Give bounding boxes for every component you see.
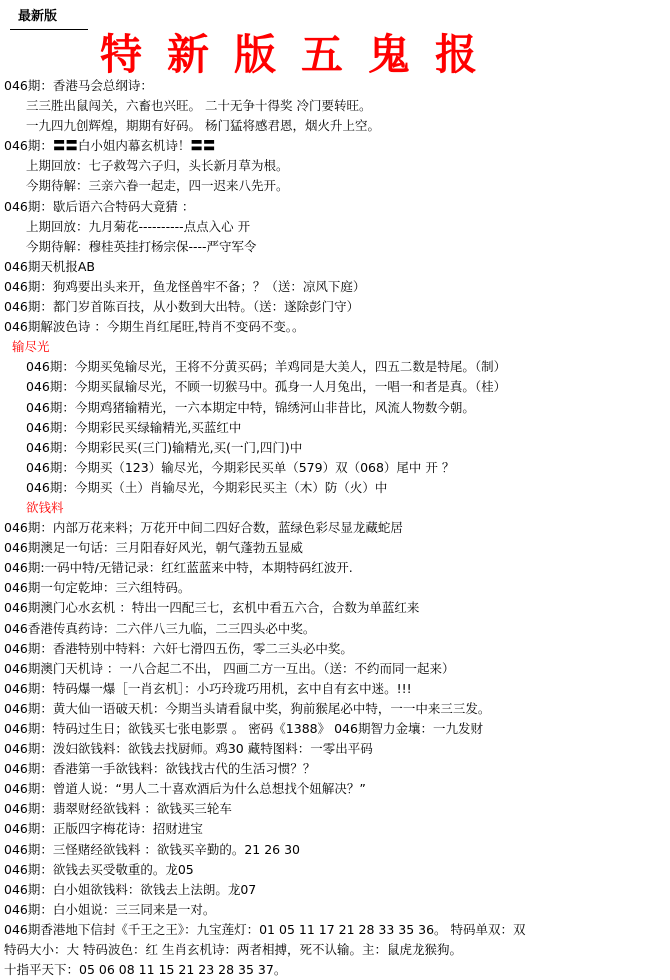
text-line: 046期：香港马会总纲诗： bbox=[4, 78, 153, 93]
text-line: 今期待解：三亲六眷一起走，四一迟来八先开。 bbox=[26, 178, 289, 194]
text-line: 上期回放：七子救驾六子归，头长新月草为根。 bbox=[26, 158, 289, 174]
text-line: 046期：狗鸡要出头来开，鱼龙怪兽牢不备；？（送：凉风下庭） bbox=[4, 278, 366, 294]
text-line: 046期：白小姐欲钱料：欲钱去上法朗。龙07 bbox=[4, 881, 257, 897]
text-line: 046期:一码中特/无错记录：红红蓝蓝来中特，本期特码红波开. bbox=[4, 560, 353, 576]
text-line: 046期：三怪赌经欲钱料 ：欲钱买辛勤的。21 26 30 bbox=[4, 841, 300, 857]
page-title: 特新版五鬼报 bbox=[100, 30, 503, 79]
text-line: 046期香港地下信封《千王之王》：九宝莲灯：01 05 11 17 21 28 33 35 36。 特码单双：双 bbox=[4, 921, 526, 937]
text-line: 046期：今期鸡猪输精光，一六本期定中特，锦绣河山非昔比，风流人物数今朝。 bbox=[26, 399, 475, 415]
text-line: 046期一句定乾坤：三六组特码。 bbox=[4, 580, 191, 596]
text-line: 046期：欲钱去买受敬重的。龙05 bbox=[4, 861, 194, 877]
text-line: 046期：〓〓白小姐内幕玄机诗！〓〓 bbox=[4, 138, 216, 154]
section-heading: 欲钱料 bbox=[26, 499, 64, 515]
text-line: 046期：翡翠财经欲钱料 ：欲钱买三轮车 bbox=[4, 801, 232, 817]
text-line: 046期：今期买（土）肖输尽光，今期彩民买主（木）防（火）中 bbox=[26, 479, 388, 495]
text-line: 046期：内部万花来料；万花开中间二四好合数，蓝绿色彩尽显龙藏蛇居 bbox=[4, 520, 403, 536]
text-line: 三三胜出鼠闯关，六畜也兴旺。 二十无争十得奖 冷门要转旺。 bbox=[26, 98, 372, 114]
section-heading: 输尽光 bbox=[12, 339, 50, 355]
document-body bbox=[0, 76, 670, 980]
text-line: 046期：今期彩民买(三门)输精光,买(一门,四门)中 bbox=[26, 439, 303, 455]
text-line: 046期：歇后语六合特码大竟猜 ： bbox=[4, 198, 195, 214]
text-line: 046期：今期彩民买绿输精光,买蓝红中 bbox=[26, 419, 242, 435]
text-line: 046期澳门天机诗 ：一八合起二不出， 四画二方一互出。（送：不约而同一起来） bbox=[4, 660, 455, 676]
text-line: 046期天机报AB bbox=[4, 258, 95, 274]
text-line: 046期：香港第一手欲钱料：欲钱找古代的生活习惯？？ bbox=[4, 761, 316, 777]
text-line: 046期澳门心水玄机 ：特出一四配三七，玄机中看五六合，合数为单蓝红来 bbox=[4, 600, 420, 616]
text-line: 046期：泼妇欲钱料：欲钱去找厨师。鸡30 藏特图料：一零出平码 bbox=[4, 741, 373, 757]
text-line: 今期待解：穆桂英挂打杨宗保----严守军令 bbox=[26, 238, 257, 254]
text-line: 046期：今期买兔输尽光，王将不分黄买码；羊鸡同是大美人，四五二数是特尾。（制） bbox=[26, 359, 507, 375]
text-line: 046期：曾道人说：“男人二十喜欢酒后为什么总想找个妞解决？” bbox=[4, 781, 366, 797]
text-line: 046期：今期买鼠输尽光，不顾一切猴马中。孤身一人月兔出，一唱一和者是真。（桂） bbox=[26, 379, 507, 395]
text-line: 046期：都门岁首陈百技，从小数到大出特。（送：遂除彭门守） bbox=[4, 299, 360, 315]
text-line: 046期：正版四字梅花诗：招财进宝 bbox=[4, 821, 203, 837]
text-line: 十指平天下：05 06 08 11 15 21 23 28 35 37。 bbox=[4, 962, 287, 978]
text-line: 046期：特码过生日；欲钱买七张电影票 。 密码《1388》 046期智力金壤：一九发财 bbox=[4, 721, 483, 736]
text-line: 046期解波色诗 ：今期生肖红尾旺,特肖不变码不变。。 bbox=[4, 319, 305, 335]
text-line: 上期回放：九月菊花----------点点入心 开 bbox=[26, 218, 251, 234]
text-line: 046期：特码爆一爆［一肖玄机］：小巧玲珑巧用机，玄中自有玄中迷。!!! bbox=[4, 680, 412, 696]
text-line: 046期：香港特别中特料：六奸七滑四五伤，零二三头必中奖。 bbox=[4, 640, 353, 656]
text-line: 046期：今期买（123）输尽光，今期彩民买单（579）双（068）尾中 开 ？ bbox=[26, 459, 455, 475]
text-line: 特码大小：大 特码波色：红 生肖玄机诗：两者相搏，死不认输。主：鼠虎龙猴狗。 bbox=[4, 942, 462, 958]
text-line: 046期：黄大仙一语破天机：今期当头请看鼠中奖，狗前猴尾必中特，一一中来三三发。 bbox=[4, 700, 491, 716]
text-line: 046期澳足一句话：三月阳春好风光，朝气蓬勃五显威 bbox=[4, 540, 303, 556]
text-line: 一九四九创辉煌，期期有好码。 杨门猛将感君恩，烟火升上空。 bbox=[26, 118, 380, 134]
edition-label: 最新版 bbox=[18, 9, 58, 24]
text-line: 046香港传真药诗：二六伴八三九临，二三四头必中奖。 bbox=[4, 620, 316, 636]
text-line: 046期：白小姐说：三三同来是一对。 bbox=[4, 901, 216, 917]
edition-underline bbox=[10, 29, 88, 30]
